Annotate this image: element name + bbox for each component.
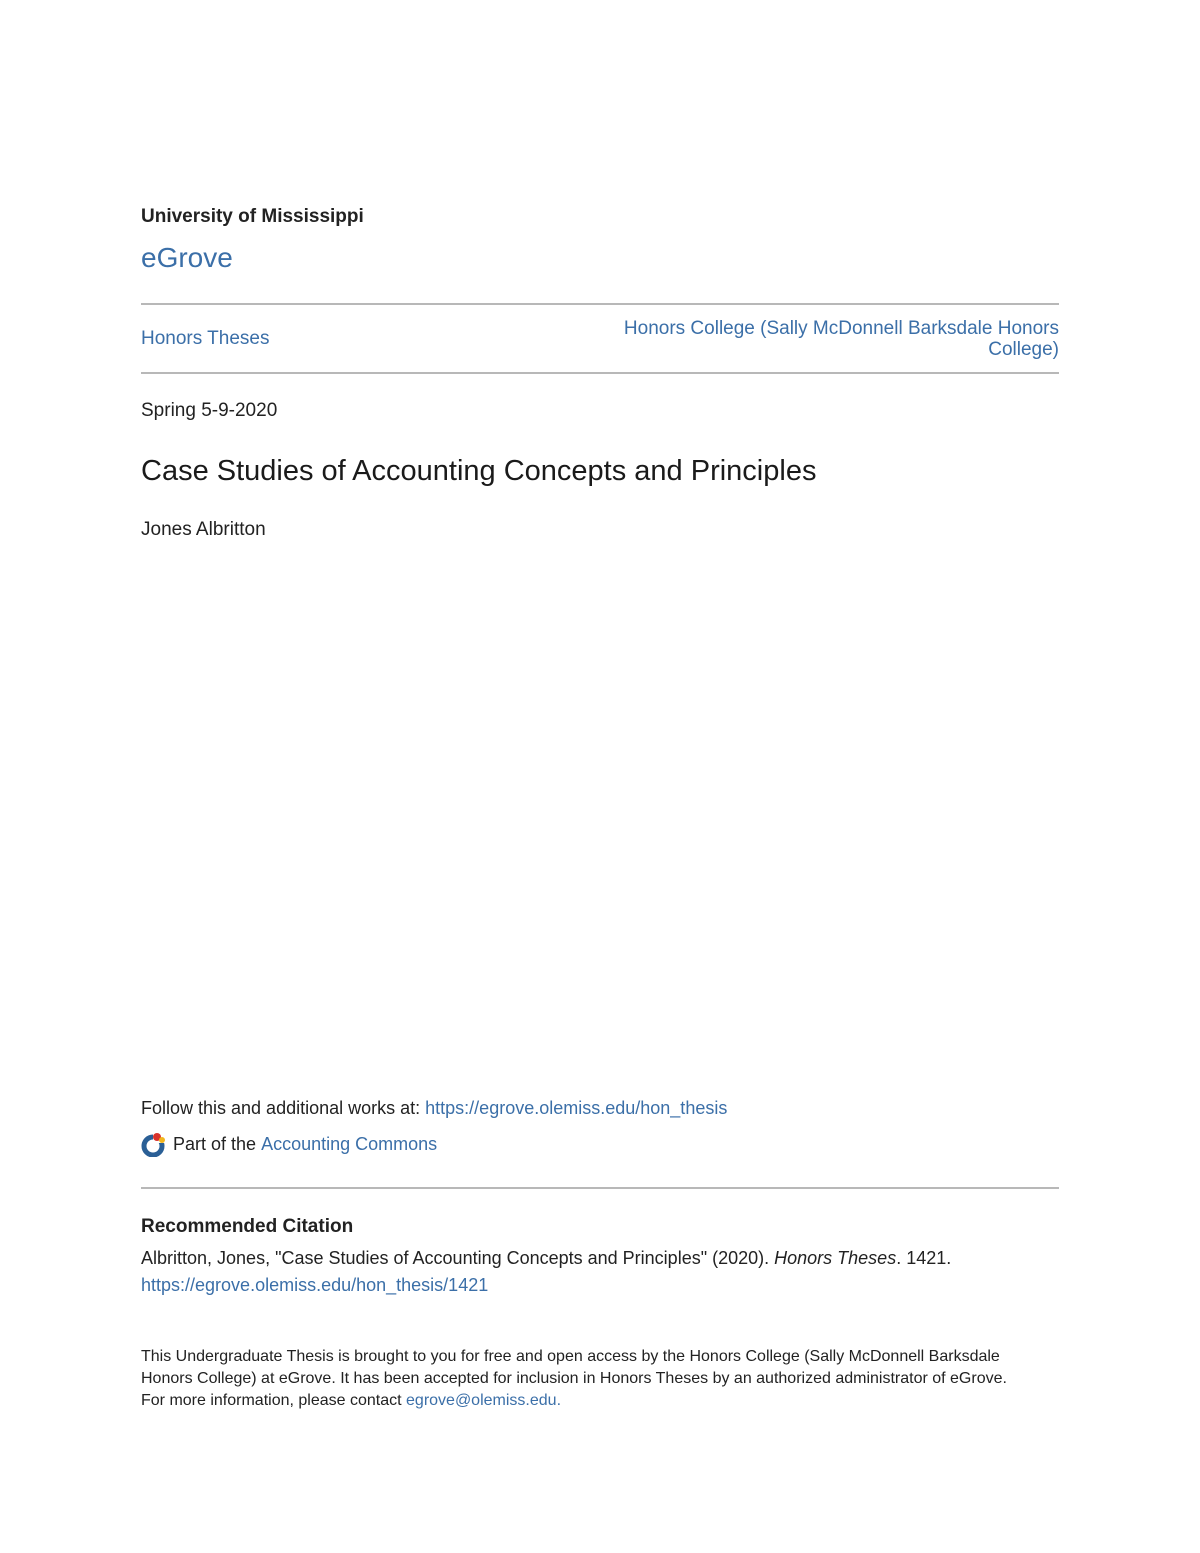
access-statement-text: This Undergraduate Thesis is brought to you for free and open access by the Honors College (Sally McDonnell Barksdale Honors College) at eGrove. It has been accepted for inclusion in Honors Theses by an authorized administrator of eGrove. For more information, please contact	[141, 1348, 1007, 1409]
access-statement	[141, 1346, 1011, 1412]
accounting-commons-link[interactable]: Accounting Commons	[261, 1133, 438, 1154]
institution-name: University of Mississippi	[141, 206, 364, 227]
follow-url-link[interactable]: https://egrove.olemiss.edu/hon_thesis	[425, 1098, 728, 1118]
college-link[interactable]: Honors College (Sally McDonnell Barksdale Honors College)	[623, 318, 1059, 360]
citation-series: Honors Theses	[774, 1248, 897, 1268]
citation-url-link[interactable]: https://egrove.olemiss.edu/hon_thesis/1421	[141, 1275, 489, 1295]
document-title: Case Studies of Accounting Concepts and Principles	[141, 455, 817, 487]
follow-line	[141, 1098, 727, 1119]
citation-block	[141, 1245, 1059, 1299]
repository-link[interactable]: eGrove	[141, 242, 233, 273]
cover-page	[141, 0, 1059, 1553]
publication-date: Spring 5-9-2020	[141, 400, 278, 421]
contact-email-link[interactable]: egrove@olemiss.edu	[406, 1392, 557, 1409]
series-link[interactable]: Honors Theses	[141, 328, 270, 349]
citation-number: . 1421.	[896, 1248, 952, 1268]
citation-text: Albritton, Jones, "Case Studies of Accounting Concepts and Principles" (2020).	[141, 1248, 775, 1268]
access-statement-end: .	[556, 1392, 562, 1409]
divider-middle	[141, 372, 1059, 374]
divider-top	[141, 303, 1059, 305]
follow-label: Follow this and additional works at:	[141, 1098, 426, 1118]
network-logo-icon	[141, 1131, 167, 1157]
recommended-citation-heading: Recommended Citation	[141, 1216, 354, 1237]
divider-bottom	[141, 1187, 1059, 1189]
part-of-line	[141, 1131, 437, 1157]
author-name: Jones Albritton	[141, 519, 266, 540]
part-of-label: Part of the	[173, 1133, 257, 1154]
